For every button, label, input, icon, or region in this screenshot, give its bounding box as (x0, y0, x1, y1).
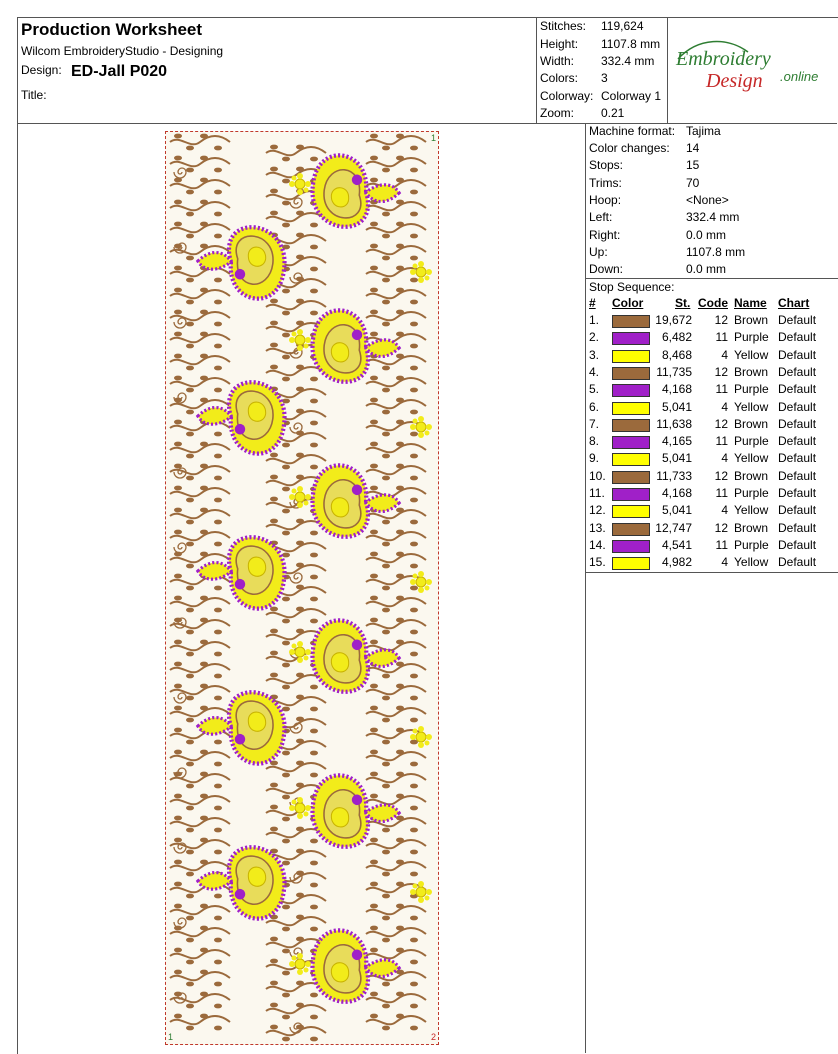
info-label: Stops: (589, 158, 624, 172)
stop-number: 3. (589, 347, 600, 362)
vine-motif (366, 706, 426, 723)
stitch-count: 5,041 (661, 451, 692, 466)
table-row (586, 521, 838, 538)
vine-motif (170, 904, 230, 921)
thread-name: Purple (734, 434, 769, 449)
table-row (586, 469, 838, 486)
table-row (586, 417, 838, 434)
stop-sequence-heading: Stop Sequence: (589, 280, 675, 294)
table-row (586, 382, 838, 399)
column-header-chart: Chart (778, 296, 810, 310)
color-swatch (612, 402, 650, 415)
stat-value: 332.4 mm (601, 54, 655, 68)
vine-motif (366, 1014, 426, 1031)
design-name: ED-Jall P020 (71, 63, 168, 80)
vine-motif (366, 398, 426, 415)
stop-number: 10. (589, 468, 606, 483)
stop-number: 12. (589, 503, 606, 518)
color-swatch (612, 350, 650, 363)
color-swatch (612, 453, 650, 466)
stitch-count: 5,041 (661, 503, 692, 518)
info-value: Tajima (686, 124, 721, 138)
vine-motif (266, 761, 326, 778)
thread-chart: Default (778, 364, 817, 379)
stitch-count: 4,541 (661, 537, 692, 552)
stitch-count: 8,468 (661, 347, 692, 362)
paisley-motif (301, 303, 405, 396)
thread-name: Purple (734, 382, 769, 397)
vine-motif (170, 486, 230, 503)
stat-label: Colorway: (540, 89, 594, 103)
flower-motif (410, 881, 432, 903)
stitch-count: 11,735 (656, 364, 692, 379)
info-value: 0.0 mm (686, 228, 727, 242)
stop-number: 6. (589, 399, 600, 414)
thread-name: Brown (734, 364, 769, 379)
vine-motif (366, 244, 426, 261)
stat-label: Height: (540, 37, 579, 51)
column-header-number: # (589, 296, 596, 310)
stop-number: 2. (589, 330, 600, 345)
vine-motif (366, 156, 426, 173)
vine-motif (170, 794, 230, 811)
vine-motif (170, 442, 230, 459)
stop-number: 5. (589, 382, 600, 397)
logo-text-3: .online (780, 69, 819, 84)
paisley-motif (192, 522, 296, 615)
stop-number: 1. (589, 313, 600, 327)
vine-motif (366, 904, 426, 921)
stitch-count: 11,733 (656, 468, 692, 483)
stat-value: Colorway 1 (601, 89, 662, 103)
vine-motif (266, 915, 326, 932)
info-value: 15 (686, 158, 700, 172)
vine-motif (366, 552, 426, 569)
design-preview (165, 131, 439, 1045)
table-row (586, 348, 838, 365)
stat-value: 0.21 (601, 106, 625, 120)
stitch-count: 6,482 (661, 330, 692, 345)
machine-info-panel (585, 123, 838, 1053)
vine-motif (366, 992, 426, 1009)
vine-motif (170, 816, 230, 833)
flower-motif (289, 641, 311, 663)
thread-code: 11 (715, 382, 728, 397)
vine-motif (170, 332, 230, 349)
spiral-motif (174, 168, 186, 178)
thread-chart: Default (778, 434, 817, 449)
design-start-mark: 1 (168, 1032, 174, 1042)
thread-chart: Default (778, 537, 817, 552)
thread-code: 12 (714, 364, 728, 379)
thread-chart: Default (778, 347, 817, 362)
table-row (586, 538, 838, 555)
info-label: Left: (589, 210, 613, 224)
flower-motif (289, 173, 311, 195)
stitch-count: 19,672 (655, 313, 692, 327)
vine-motif (170, 662, 230, 679)
vine-motif (366, 222, 426, 239)
thread-name: Yellow (734, 503, 769, 518)
thread-name: Brown (734, 520, 769, 535)
vine-motif (366, 530, 426, 547)
color-swatch (612, 384, 650, 397)
stop-number: 4. (589, 364, 600, 379)
stop-number: 7. (589, 416, 600, 431)
thread-chart: Default (778, 330, 817, 345)
table-row (586, 400, 838, 417)
color-swatch (612, 505, 650, 518)
stat-value: 119,624 (601, 19, 644, 33)
stat-label: Zoom: (540, 106, 575, 120)
info-value: 332.4 mm (686, 210, 740, 224)
vine-motif (366, 948, 426, 965)
vine-motif (366, 596, 426, 613)
logo-text-2: Design (706, 70, 763, 92)
thread-code: 4 (721, 347, 728, 362)
paisley-motif (192, 677, 296, 770)
vine-motif (366, 772, 426, 789)
vine-motif (170, 970, 230, 987)
vine-motif (266, 1003, 326, 1020)
color-swatch (612, 315, 650, 328)
thread-chart: Default (778, 468, 817, 483)
column-header-color: Color (612, 296, 644, 310)
vine-motif (366, 838, 426, 855)
design-corner-mark: 1 (430, 133, 436, 143)
thread-code: 12 (714, 520, 728, 535)
color-swatch (612, 557, 650, 570)
vine-motif (266, 299, 326, 316)
flower-motif (289, 486, 311, 508)
design-stats (536, 17, 667, 123)
paisley-motif (192, 367, 296, 460)
thread-name: Brown (734, 468, 769, 483)
vine-motif (366, 442, 426, 459)
stat-value: 3 (601, 71, 608, 85)
worksheet-body (17, 123, 837, 1053)
column-header-name: Name (734, 296, 767, 310)
thread-name: Brown (734, 313, 769, 327)
info-label: Trims: (589, 176, 622, 190)
thread-chart: Default (778, 399, 817, 414)
thread-code: 11 (715, 537, 728, 552)
thread-code: 12 (714, 313, 728, 327)
vine-motif (170, 134, 230, 151)
stitch-count: 5,041 (661, 399, 692, 414)
stitch-count: 4,165 (661, 434, 692, 449)
stat-label: Stitches: (540, 19, 587, 33)
divider (586, 572, 838, 573)
thread-chart: Default (778, 416, 817, 431)
color-swatch (612, 488, 650, 501)
vine-motif (170, 838, 230, 855)
table-row (586, 434, 838, 451)
info-label: Hoop: (589, 193, 622, 207)
logo-text-1: Embroidery (676, 48, 771, 70)
thread-chart: Default (778, 313, 817, 327)
vine-motif (170, 288, 230, 305)
color-swatch (612, 436, 650, 449)
thread-name: Yellow (734, 555, 769, 570)
thread-name: Yellow (734, 451, 769, 466)
vine-motif (366, 618, 426, 635)
vine-motif (170, 684, 230, 701)
table-row (586, 365, 838, 382)
column-header-code: Code (698, 296, 728, 310)
thread-code: 4 (721, 399, 728, 414)
table-row (586, 330, 838, 347)
stitch-count: 4,982 (661, 555, 692, 570)
thread-chart: Default (778, 451, 817, 466)
vine-motif (170, 508, 230, 525)
info-label: Color changes: (589, 141, 670, 155)
info-label: Right: (589, 228, 621, 242)
brand-logo (667, 17, 838, 123)
vine-motif (170, 596, 230, 613)
vine-motif (366, 288, 426, 305)
stitch-count: 11,638 (656, 416, 692, 431)
info-value: 0.0 mm (686, 262, 727, 276)
vine-motif (366, 926, 426, 943)
logo-graphic (668, 17, 838, 123)
design-end-mark: 2 (430, 1032, 436, 1042)
spiral-motif (174, 543, 186, 553)
thread-code: 12 (714, 416, 728, 431)
info-value: 1107.8 mm (686, 245, 746, 259)
stop-number: 14. (589, 537, 606, 552)
vine-motif (170, 640, 230, 657)
vine-motif (266, 453, 326, 470)
stat-label: Colors: (540, 71, 579, 85)
stop-number: 11. (589, 486, 605, 500)
vine-motif (170, 222, 230, 239)
thread-chart: Default (778, 555, 817, 570)
thread-name: Brown (734, 416, 769, 431)
table-row (586, 313, 838, 330)
color-swatch (612, 332, 650, 345)
thread-code: 4 (721, 503, 728, 518)
vine-motif (170, 1014, 230, 1031)
info-value: <None> (686, 193, 729, 207)
thread-name: Purple (734, 537, 769, 552)
color-swatch (612, 540, 650, 553)
info-label: Up: (589, 245, 608, 259)
stop-number: 15. (589, 555, 606, 570)
thread-code: 4 (721, 555, 728, 570)
vine-motif (170, 178, 230, 195)
vine-motif (266, 519, 326, 536)
vine-motif (366, 464, 426, 481)
column-header-stitches: St. (675, 296, 691, 310)
info-label: Machine format: (589, 124, 676, 138)
vine-motif (170, 354, 230, 371)
thread-chart: Default (778, 520, 817, 535)
stop-number: 8. (589, 434, 600, 449)
design-pattern (170, 134, 432, 1042)
info-value: 14 (686, 141, 700, 155)
vine-motif (366, 310, 426, 327)
info-value: 70 (686, 176, 700, 190)
spiral-motif (174, 693, 186, 703)
thread-name: Purple (734, 486, 769, 500)
flower-motif (289, 329, 311, 351)
info-label: Down: (589, 262, 624, 276)
flower-motif (410, 726, 432, 748)
thread-code: 11 (715, 486, 728, 500)
thread-name: Purple (734, 330, 769, 345)
vine-motif (366, 860, 426, 877)
thread-chart: Default (778, 486, 817, 500)
thread-code: 12 (714, 468, 728, 483)
color-swatch (612, 523, 650, 536)
thread-code: 11 (715, 330, 728, 345)
paisley-motif (301, 148, 405, 241)
stat-label: Width: (540, 54, 575, 68)
spiral-motif (174, 318, 186, 328)
table-row (586, 555, 838, 572)
vine-motif (266, 145, 326, 162)
color-swatch (612, 367, 650, 380)
vine-motif (366, 376, 426, 393)
thread-chart: Default (778, 503, 817, 518)
title-label: Title: (21, 88, 47, 102)
page-title: Production Worksheet (21, 20, 203, 39)
stat-value: 1107.8 mm (601, 37, 661, 51)
thread-name: Yellow (734, 347, 769, 362)
paisley-motif (192, 832, 296, 925)
table-row (586, 451, 838, 468)
vine-motif (170, 200, 230, 217)
vine-motif (366, 200, 426, 217)
vine-motif (170, 376, 230, 393)
vine-motif (170, 948, 230, 965)
software-name: Wilcom EmbroideryStudio - Designing (21, 44, 224, 58)
paisley-motif (301, 458, 405, 551)
thread-code: 4 (721, 451, 728, 466)
vine-motif (366, 750, 426, 767)
stitch-count: 4,168 (661, 382, 692, 397)
spiral-motif (290, 423, 302, 433)
table-row (586, 486, 838, 503)
design-label: Design: (21, 63, 62, 77)
thread-name: Yellow (734, 399, 769, 414)
stitch-count: 4,168 (661, 486, 692, 500)
stop-number: 9. (589, 451, 600, 466)
stitch-count: 12,747 (655, 520, 692, 535)
vine-motif (170, 750, 230, 767)
thread-code: 11 (715, 434, 728, 449)
table-row (586, 503, 838, 520)
flower-motif (289, 953, 311, 975)
stop-number: 13. (589, 520, 606, 535)
divider (586, 278, 838, 279)
worksheet-header (17, 17, 837, 124)
color-swatch (612, 471, 650, 484)
vine-motif (366, 684, 426, 701)
embroidery-design (166, 132, 438, 1044)
spiral-motif (290, 573, 302, 583)
vine-motif (366, 134, 426, 151)
vine-motif (266, 607, 326, 624)
thread-chart: Default (778, 382, 817, 397)
color-swatch (612, 419, 650, 432)
vine-motif (266, 673, 326, 690)
